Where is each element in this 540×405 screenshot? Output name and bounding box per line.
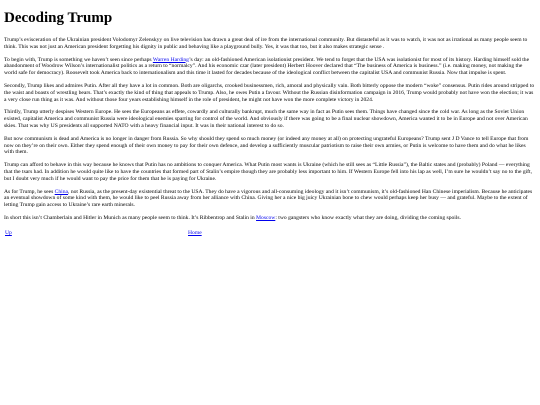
footer-nav <box>4 230 536 240</box>
paragraph-text: Trump can afford to behave in this way because he knows that Putin has no ambitions to conquer America. What Putin most wants is Ukraine (which he still sees as “Little Russia”), the Baltic states and (probably) Poland — everything that the tsars had. In addition he would quite like to have the countries that formed part of Stalin’s empire though they are probably less important to him. If Western Europe fell into his lap as well, I’m sure he wouldn’t say no to the gift, but I doubt very much if he would want to pay the price for them that he is paying for Ukraine. <box>4 162 532 182</box>
up-link[interactable]: Up <box>5 229 12 236</box>
paragraph-text: Secondly, Trump likes and admires Putin. After all they have a lot in common. Both are oligarchs, crooked businessmen, rich, amoral and physically vain. Both bitterly oppose the modern “woke” consensus. Putin rides around stripped to the waist and boasts of wrestling bears. That’s exactly the kind of thing that appeals to Trump. Also, he owes Putin a favour. Without the Russian disinformation campaign in 2016, Trump would probably not have won the election; it was a very close run thing as it was. And without those four years establishing himself in the role of president, he might not have won the more complete victory in 2024. <box>4 82 535 103</box>
paragraph-text: In short this isn’t Chamberlain and Hitler in Munich as many people seem to think. It’s Ribbentrop and Stalin in <box>4 214 257 221</box>
paragraph-text: : two gangsters who know exactly what they are doing, dividing the coming spoils. <box>275 214 461 221</box>
article-paragraph <box>4 37 536 51</box>
article-paragraph <box>4 136 536 156</box>
article-paragraph <box>4 83 536 103</box>
article-paragraph <box>4 189 536 209</box>
paragraph-text: Thirdly, Trump utterly despises Western Europe. He sees the Europeans as effete, cowardly and culturally bankrupt, much the same way in fact as Putin sees them. Things have changed since the cold war. As long as the Soviet Union existed, capitalist America and communist Russia were ideological enemies sparring for control of the world. And obviously if there was going to be a final nuclear showdown, America wanted it to be in Europe and not over American skies. That was why US presidents all supported NATO with a heavy financial input. It was in their national interest to do so. <box>4 109 528 129</box>
article-paragraph <box>4 162 536 182</box>
inline-link[interactable]: Warren Harding <box>152 56 189 63</box>
home-link[interactable]: Home <box>188 229 202 236</box>
inline-link[interactable]: China <box>54 188 69 195</box>
article-paragraph <box>4 57 536 77</box>
article-paragraph <box>4 215 536 222</box>
page-title: Decoding Trump <box>4 10 113 26</box>
article-paragraph <box>4 109 536 129</box>
paragraph-text: As for Trump, he sees <box>4 188 55 195</box>
inline-link[interactable]: Moscow <box>256 214 276 221</box>
paragraph-text: But now communism is dead and America is no longer in danger from Russia. So why should they spend so much money (or indeed any money at all) on protecting ungrateful Europeans? Trump sent J D Vance to tell Europe that from now on they’re on their own. Either they spend enough of their own money to pay for their own defence, and develop a sufficiently muscular patriotism to raise their own armies, or Putin is welcome to have them and do what he likes with them. <box>4 135 529 156</box>
paragraph-text: , not Russia, as the present-day existential threat to the USA. They do have a vigorous and all-consuming ideology and it isn’t communism, it’s old-fashioned Han Chinese imperialism. Because he anticipates an eventual showdown of some kind with them, he would like to peel Russia away from her alliance with China. Giving her a nice big juicy Ukrainian bone to chew would perhaps keep her busy — and grateful. Maybe to the extent of letting Trump gain access to Ukraine’s rare earth minerals. <box>4 188 533 209</box>
paragraph-text: ’s day: an old-fashioned American isolationist president. We tend to forget that the USA was isolationist for most of its history. Harding himself sold the abandonment of Woodrow Wilson’s internationalist politics as a return to “normalcy”. And his economic czar (later president) Herbert Hoover declared that “The business of America is business.” (i.e. making money, not making the world safe for democracy). Roosevelt took America back to internationalism and this time it lasted for decades because of the ideological conflict between the capitalist USA and communist Russia. Now that impulse is spent. <box>4 56 530 77</box>
article-body <box>4 37 536 222</box>
paragraph-text: To begin with, Trump is something we haven’t seen since perhaps <box>4 56 153 63</box>
paragraph-text: Trump’s evisceration of the Ukrainian president Volodomyr Zelenskyy on live television has drawn a great deal of ire from the international community. But distasteful as it was to watch, it was not as irrational as many people seem to think. This was not just an American president forgetting his dignity in public and behaving like a playground bully. Yes, it was that too, but it also makes strategic sense . <box>4 37 528 50</box>
